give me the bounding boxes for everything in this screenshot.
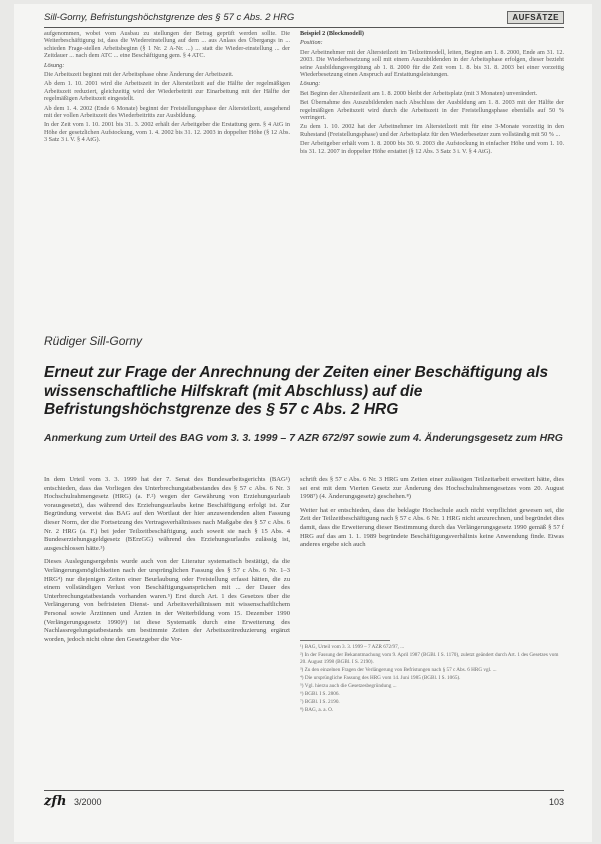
header-rule [44, 27, 564, 28]
top-right-paragraph: Bei Übernahme des Auszubildenden nach Abschluss der Ausbildung am 1. 8. 2003 mit der Hälfte der regelmäßigen Arbeitszeit wird durch die Arbeitszeit in der Freistellungsphase ebenfalls auf 50 % verringert. [300, 99, 564, 122]
running-title: Sill-Gorny, Befristungshöchstgrenze des § 57 c Abs. 2 HRG [44, 12, 295, 23]
top-left-column [44, 30, 290, 146]
body-right-column [300, 476, 564, 555]
journal-logo: zfh [44, 794, 67, 809]
running-header [44, 12, 564, 26]
top-right-paragraph: Lösung: [300, 80, 321, 88]
top-right-paragraph: Position: [300, 39, 323, 47]
footnote: ⁷) BGBl. I S. 2190. [300, 699, 340, 706]
section-badge: AUFSÄTZE [507, 11, 564, 24]
top-right-paragraph: Der Arbeitnehmer mit der Altersteilzeit im Teilzeitmodell, leiten, Beginn am 1. 8. 2000, Ende am 31. 12. 2003. Die Wiederbesetzung soll mit einem Auszubildenden in der Arbeitsphase erfolgen, dieser bezieht seine Ausbildungsvergütung ab 1. 8. 2000 für die Zeit vom 1. 8. bis 31. 8. 2003 bei einer vorzeitig Wiederbesetzung einen Anspruch auf Erstattungsleistungen. [300, 48, 564, 79]
journal-page [14, 4, 592, 842]
footnote: ³) Zu den einzelnen Fragen der Verlängerung von Befristungen nach § 57 c Abs. 6 HRG vgl. ... [300, 666, 497, 673]
page-number: 103 [548, 797, 564, 807]
top-left-paragraph: Die Arbeitszeit beginnt mit der Arbeitsphase ohne Änderung der Arbeitszeit. [44, 71, 234, 79]
top-left-paragraph: Ab dem 1. 4. 2002 (Ende 6 Monate) beginnt der Freistellungsphase der Altersteilzeit, ausgehend mit der vollen Arbeitszeit des Wiederbeitritts zur Ausbildung. [44, 104, 290, 120]
body-right-paragraph: schrift des § 57 c Abs. 6 Nr. 3 HRG um Zeiten einer zulässigen Teilzeitarbeit erweitert hätte, dies sei erst mit dem Vierten Gesetz zur Änderung des Hochschulrahmengesetzes vom 20. August 1998⁷) (4. Änderungsgesetz) geschehen.⁸) [300, 476, 564, 501]
top-right-paragraph: Der Arbeitgeber erhält vom 1. 8. 2000 bis 30. 9. 2003 die Aufstockung in einfacher Höhe und vom 1. 10. bis 31. 12. 2007 in doppelter Höhe erstattet (§ 12 Abs. 3 Satz 3 i. V. § 4 AtG). [300, 140, 564, 155]
body-right-paragraph: Weiter hat er entschieden, dass die beklagte Hochschule auch nicht verpflichtet gewesen sei, die Zeit der Teilzeitbeschäftigung nach § 57 c Abs. 6 Nr. 1 HRG nicht anzurechnen, und begründet dies damit, dass die Erweiterung dieser Bestimmung durch das Verlängerungsgesetz 1990 gemäß § 57 f HRG auf das am 1. 1. 1989 begründete Beschäftigungsverhältnis keine Anwendung finde. Etwas anderes ergebe sich auch [300, 506, 564, 549]
top-right-paragraph: Bei Beginn der Altersteilzeit am 1. 8. 2000 bleibt der Arbeitsplatz (mit 3 Monaten) unverändert. [300, 89, 538, 97]
top-left-paragraph: aufgenommen, wobei vom Ausbau zu stellungen der Betrag geprüft werden sollte. Die Weiterbeschäftigung ist, dass die Wiedereinstellung auf dem ... aus Anlass des Übergangs in ... schieden Frage-stellen Arbeitsbeginn (§ 1 Nr. 2 A-Nr. ...) ... statt die Wieder-einstellung ... der Zeitdauer ... nach dem ATC ... eine Beschäftigung gem. § 4 ATC. [44, 30, 290, 60]
footnote: ⁴) Die ursprüngliche Fassung des HRG vom 14. Juni 1985 (BGBl. I S. 1065). [300, 674, 461, 681]
article-title: Erneut zur Frage der Anrechnung der Zeiten einer Beschäftigung als wissenschaftliche Hilfskraft (mit Abschluss) auf die Befristungshöchstgrenze des § 57 c Abs. 2 HRG [44, 364, 549, 418]
top-left-paragraph: Lösung: [44, 61, 65, 69]
issue-number: 3/2000 [74, 797, 102, 807]
footnote: ⁸) BAG, a. a. O. [300, 707, 334, 714]
footnote: ¹) BAG, Urteil vom 3. 3. 1999 – 7 AZR 672/97, ... [300, 644, 405, 650]
footnote-rule [300, 640, 390, 641]
author-name: Rüdiger Sill-Gorny [44, 334, 143, 348]
body-left-column [44, 476, 290, 649]
footnotes [300, 644, 564, 715]
body-left-paragraph: Dieses Auslegungsergebnis wurde auch von der Literatur systematisch bestätigt, da die Verlängerungsmöglichkeiten nach der ursprünglichen Fassung des § 57 c Abs. 6 Nr. 1–3 HRG⁴) nur diejenigen Zeiten einer Beurlaubung oder Freistellung erfasst hätten, die zu einem vollständigen Verlust von Beschäftigungsansprüchen mit ... der Dauer des Unterbrechungstatbestands vorhanden waren.⁵) Erst durch Art. 1 des Gesetzes über die Verlängerung von befristeten Dienst- und Arbeitsverhältnissen mit wissenschaftlichem Personal sowie Ärztinnen und Ärzten in der Weiterbildung vom 15. Dezember 1990 (Verlängerungsgesetz 1990)⁶) ist diese Systematik durch eine Erweiterung des Nachlassregelungstatbestands um bestimmte Zeiten der Arbeitszeitreduzierung ergänzt worden, jedoch nicht ohne den Gesetzgeber die Vor- [44, 558, 290, 643]
top-right-paragraph: Beispiel 2 (Blockmodell) [300, 30, 364, 37]
footnote: ⁵) Vgl. hierzu auch die Gesetzesbegründung ... [300, 682, 397, 689]
top-right-paragraph: Zu dem 1. 10. 2002 hat der Arbeitnehmer im Altersteilzeit mit für eine 3-Monate vorzeitig in den Ruhestand (Freistellungsphase) und der Arbeitsplatz für den Wiederbesetzer zum vollständig mit 50 % ... [300, 123, 564, 138]
footnote: ²) In der Fassung der Bekanntmachung vom 9. April 1987 (BGBl. I S. 1170), zuletzt geändert durch Art. 1 des Gesetzes vom 20. August 1998 (BGBl. I S. 2190). [300, 652, 559, 665]
page-footer [44, 796, 564, 812]
footnote: ⁶) BGBl. I S. 2806. [300, 691, 340, 698]
top-left-paragraph: Ab dem 1. 10. 2001 wird die Arbeitszeit in der Altersteilzeit auf die Hälfte der regelmäßigen Arbeitszeit reduziert, gleichzeitig wird der Wiederbeitritt zur Einarbeitung mit der Hälfte der regelmäßigen Arbeitszeit eingestellt. [44, 80, 290, 103]
article-subtitle: Anmerkung zum Urteil des BAG vom 3. 3. 1999 – 7 AZR 672/97 sowie zum 4. Änderungsgesetz zum HRG [44, 432, 563, 444]
top-right-column [300, 30, 564, 157]
body-left-paragraph: In dem Urteil vom 3. 3. 1999 hat der 7. Senat des Bundesarbeitsgerichts (BAG¹) entschieden, dass das Vorliegen des Unterbrechungstatbestandes des § 57 c Abs. 6 Nr. 3 Hochschulrahmengesetz (HRG) (a. F.²) wegen der Gewährung von Erziehungsurlaub vorausgesetzt), das während des Erziehungsurlaubs keine Beschäftigung erfolgt ist. Zur Begründung verweist das BAG auf den Wortlaut der hier anzuwendenden alten Fassung dieser Norm, der die Fortsetzung des Vertragsverhältnisses nach Maßgabe des § 57 c Abs. 6 Nr. 2 HRG (a. F.) bei jeder Teilzeitbeschäftigung, auch soweit sie nach § 15 Abs. 4 Bundeserziehungsgeldgesetz (BErzGG) während des Erziehungsurlaubs zulässig ist, ausgeschlossen hätte.³) [44, 476, 290, 552]
top-left-paragraph: In der Zeit vom 1. 10. 2001 bis 31. 3. 2002 erhält der Arbeitgeber die Erstattung gem. § 4 AtG in Höhe der gesetzlichen Aufstockung, vom 1. 4. 2002 bis 31. 12. 2003 in doppelter Höhe (§ 12 Abs. 3 Satz 3 i. V. § 4 AtG). [44, 121, 290, 144]
footer-rule [44, 790, 564, 791]
